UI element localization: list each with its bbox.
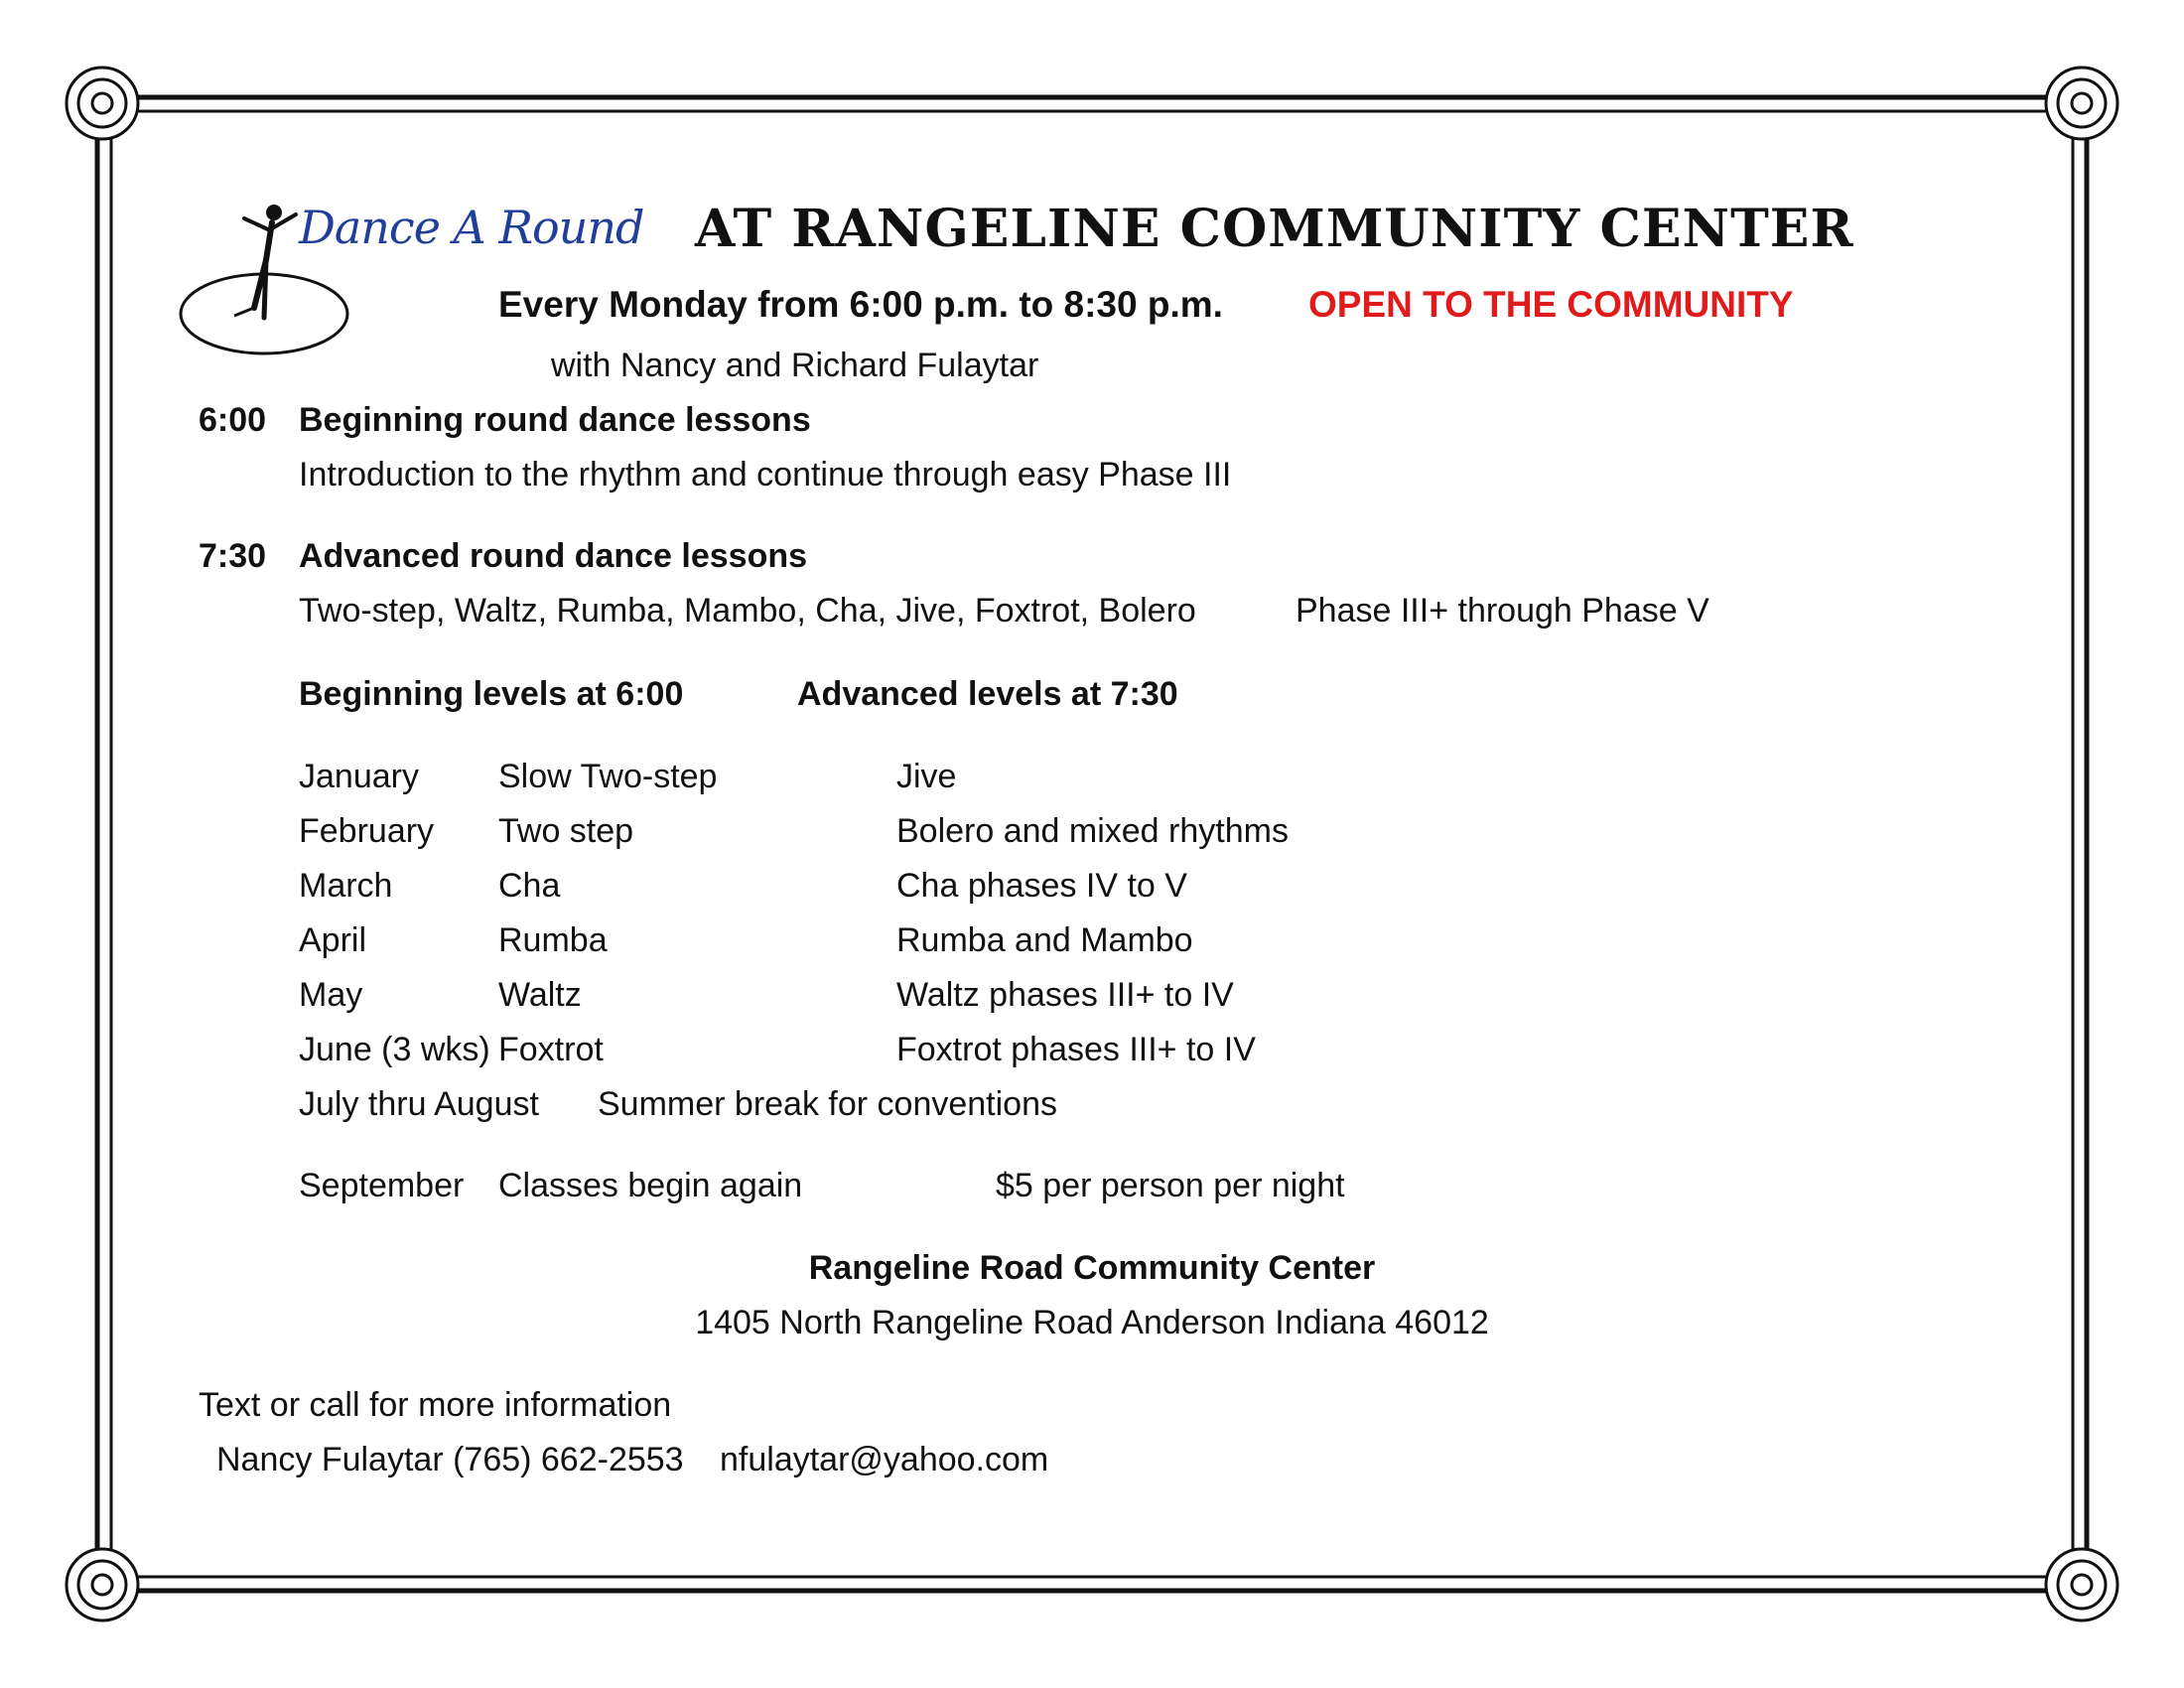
corner-ornament-bottom-right [2046, 1549, 2117, 1620]
page-title: AT RANGELINE COMMUNITY CENTER [695, 199, 1854, 259]
corner-ornament-top-right [2046, 68, 2117, 139]
september-month: September [299, 1167, 465, 1204]
level-month: May [299, 976, 363, 1014]
level-month: April [299, 921, 367, 959]
venue-name: Rangeline Road Community Center [808, 1249, 1376, 1287]
corner-ornament-bottom-left [67, 1549, 138, 1620]
september-note: Classes begin again [498, 1167, 803, 1204]
session-time: 6:00 [199, 401, 267, 439]
session-title: Beginning round dance lessons [299, 401, 811, 439]
level-month: January [299, 758, 419, 795]
level-advanced: Jive [896, 758, 957, 795]
session-title: Advanced round dance lessons [299, 537, 808, 575]
corner-ornament-top-left [67, 68, 138, 139]
session-description: Two-step, Waltz, Rumba, Mambo, Cha, Jive, Foxtrot, Bolero [299, 592, 1196, 630]
schedule-line: Every Monday from 6:00 p.m. to 8:30 p.m. [498, 284, 1223, 325]
level-beginning: Rumba [498, 921, 608, 959]
contact-email[interactable]: nfulaytar@yahoo.com [720, 1441, 1049, 1478]
level-advanced: Foxtrot phases III+ to IV [896, 1031, 1256, 1068]
level-month: February [299, 812, 435, 850]
logo-text: Dance A Round [299, 201, 644, 254]
dance-a-round-logo [175, 199, 651, 357]
advanced-levels-heading: Advanced levels at 7:30 [797, 675, 1178, 713]
beginning-levels-heading: Beginning levels at 6:00 [299, 675, 684, 713]
venue-address: 1405 North Rangeline Road Anderson Indiana 46012 [695, 1304, 1489, 1341]
level-beginning: Slow Two-step [498, 758, 718, 795]
level-advanced: Cha phases IV to V [896, 867, 1187, 905]
summer-note: Summer break for conventions [598, 1085, 1057, 1123]
level-beginning: Two step [498, 812, 634, 850]
session-time: 7:30 [199, 537, 267, 575]
session-description: Introduction to the rhythm and continue through easy Phase III [299, 456, 1232, 493]
instructors-line: with Nancy and Richard Fulaytar [551, 347, 1039, 384]
open-notice: OPEN TO THE COMMUNITY [1308, 284, 1794, 325]
level-month: June (3 wks) [299, 1031, 490, 1068]
level-advanced: Bolero and mixed rhythms [896, 812, 1289, 850]
level-beginning: Cha [498, 867, 561, 905]
contact-prompt: Text or call for more information [199, 1386, 672, 1424]
contact-name-phone: Nancy Fulaytar (765) 662-2553 [216, 1441, 684, 1478]
level-advanced: Waltz phases III+ to IV [896, 976, 1234, 1014]
price: $5 per person per night [996, 1167, 1345, 1204]
level-beginning: Waltz [498, 976, 582, 1014]
summer-months: July thru August [299, 1085, 539, 1123]
level-month: March [299, 867, 393, 905]
level-beginning: Foxtrot [498, 1031, 604, 1068]
session-phases: Phase III+ through Phase V [1296, 592, 1709, 630]
level-advanced: Rumba and Mambo [896, 921, 1193, 959]
